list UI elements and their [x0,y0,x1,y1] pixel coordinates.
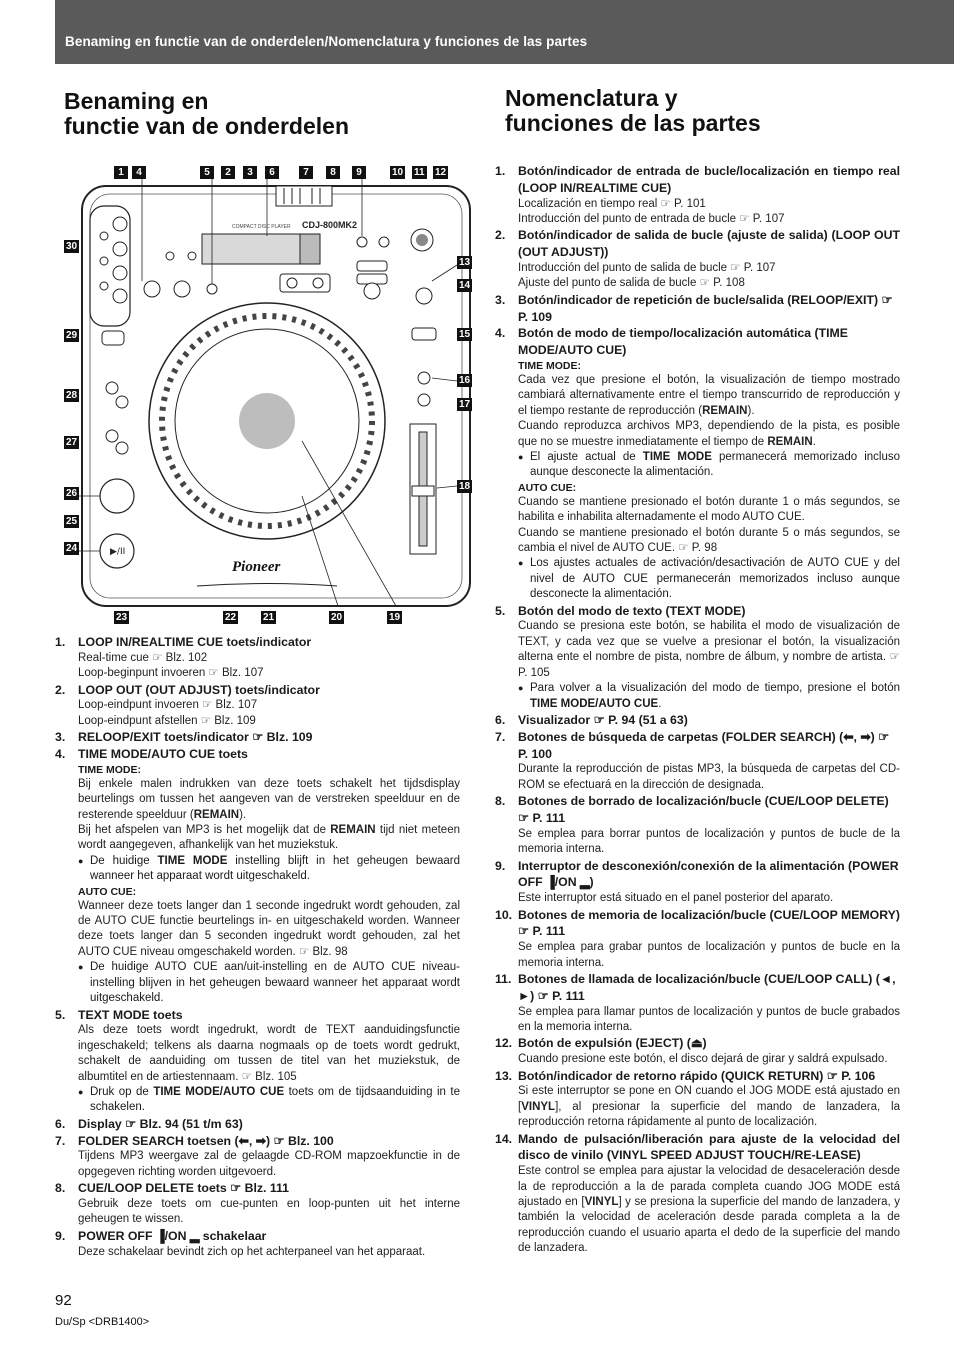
callout-23: 23 [116,612,128,623]
list-item: 6. Display ☞ Blz. 94 (51 t/m 63) [55,1116,243,1131]
callout-5: 5 [200,166,214,179]
callout-27: 27 [66,437,78,448]
list-item: 4. Botón de modo de tiempo/localización automática (TIME MODE/AUTO CUE) TIME MODE: Cada vez que presione el botón, la visualización de tiempo mostrado cambiará alternativamente entre el tiempo transcurrido de reproducción y el tiempo restante de reproducción (REMAIN). Cuando reproduzca archivos MP3, dependiendo de la pista, es posible que no se muestre inmediatamente el tiempo de REMAIN. ● El ajuste actual de TIME MODE permanecerá memorizado incluso aunque desconecte la alimentación. AUTO CUE: Cuando se mantiene presionado el botón durante 1 o más segundos, se habilita e inhabilita alternadamente el modo AUTO CUE. Cuando se mantiene presionado el botón durante 5 o más segundos, se cambia el nivel de AUTO CUE. ☞ P. 98 ● Los ajustes actuales de activación/desactivación de AUTO CUE y del nivel de AUTO CUE permanecerán memorizados incluso aunque desconecte la alimentación. [495,325,900,602]
list-item: 1. Botón/indicador de entrada de bucle/localización en tiempo real (LOOP IN/REALTIME CUE) Localización en tiempo real ☞ P. 101 Introducción del punto de entrada de bucle ☞ P. 107 [495,164,900,225]
list-item: 11. Botones de llamada de localización/bucle (CUE/LOOP CALL) (◄, ►) ☞ P. 111 Se emplea para llamar puntos de localización y puntos de bucle grabados en la memoria interna. [495,971,900,1033]
callout-18: 18 [459,481,471,492]
callout-3: 3 [243,166,257,179]
list-item: 10. Botones de memoria de localización/bucle (CUE/LOOP MEMORY) ☞ P. 111 Se emplea para grabar puntos de localización y puntos de bucle en la memoria interna. [495,907,900,969]
callout-20: 20 [331,612,343,623]
callout-30: 30 [66,241,78,252]
list-item: 8. Botones de borrado de localización/bucle (CUE/LOOP DELETE) ☞ P. 111 Se emplea para borrar puntos de localización y puntos de bucle de la memoria interna. [495,794,900,856]
callout-15: 15 [459,329,471,340]
callout-7: 7 [299,166,313,179]
callout-11: 11 [414,167,425,178]
list-item: 13. Botón/indicador de retorno rápido (QUICK RETURN) ☞ P. 106 Si este interruptor se pone en ON cuando el JOG MODE está ajustado en [VINYL], al presionar la superficie del mando de lanzadera, la reproducción retorna rápidamente al punto de localización. [495,1068,900,1129]
callout-22: 22 [225,612,237,623]
header-band [55,0,954,64]
callout-29: 29 [66,330,78,341]
compact-disc-label: COMPACT DISC PLAYER [232,224,291,230]
list-item: 2. Botón/indicador de salida de bucle (ajuste de salida) (LOOP OUT (OUT ADJUST)) Introducción del punto de salida de bucle ☞ P. 107 Ajuste del punto de salida de bucle ☞ P. 108 [495,228,900,290]
brand-logo: Pioneer [232,559,281,575]
list-item: 7. Botones de búsqueda de carpetas (FOLDER SEARCH) (⬅, ➡) ☞ P. 100 Durante la reproducción de pistas MP3, la búsqueda de carpetas del CD-ROM se efectuará en la dirección de designada. [495,729,900,791]
callout-4: 4 [132,166,146,179]
title-line-1: Benaming en [64,88,209,114]
header-title: Benaming en functie van de onderdelen/Nomenclatura y funciones de las partes [65,34,588,49]
callout-9: 9 [352,166,366,179]
callout-12: 12 [435,167,447,178]
list-item: 3. RELOOP/EXIT toets/indicator ☞ Blz. 109 [55,730,313,745]
player-diagram [62,166,476,628]
callout-26: 26 [66,488,78,499]
section-title-spanish [505,86,900,136]
list-item: 6. Visualizador ☞ P. 94 (51 a 63) [495,712,688,727]
list-item: 5. TEXT MODE toets Als deze toets wordt ingedrukt, wordt de TEXT aanduidingsfunctie ingeschakeld; telkens als daarna nogmaals op de toets wordt gedrukt, schakelt de aanduiding om tussen de titel van het muziekstuk, de albumtitel en de artiestennaam. ☞ Blz. 105 ● Druk op de TIME MODE/AUTO CUE toets om de tijdsaanduiding in te schakelen. [55,1007,460,1116]
list-item: 12. Botón de expulsión (EJECT) (⏏) Cuando presione este botón, el disco dejará de girar y saldrá expulsado. [495,1036,888,1066]
callout-16: 16 [459,375,471,386]
list-item: 4. TIME MODE/AUTO CUE toets TIME MODE: Bij enkele malen indrukken van deze toets schakelt het tijdsdisplay beurtelings om tussen het aangeven van de verstreken speelduur en de resterende speelduur (REMAIN). Bij het afspelen van MP3 is het mogelijk dat de REMAIN tijd niet meteen wordt aangegeven, afhankelijk van het muziekstuk. ● De huidige TIME MODE instelling blijft in het geheugen bewaard wanneer het apparaat wordt uitgeschakeld. AUTO CUE: Wanneer deze toets langer dan 1 seconde ingedrukt wordt gehouden, zal de AUTO CUE functie beurtelings in- en uitgeschakeld worden. Wanneer deze toets langer dan 5 seconden ingedrukt wordt gehouden, zal het AUTO CUE niveau omgeschakeld worden. ☞ Blz. 98 ● De huidige AUTO CUE aan/uit-instelling en de AUTO CUE niveau-instelling blijven in het geheugen bewaard wanneer het apparaat wordt uitgeschakeld. [55,746,460,1006]
callout-1: 1 [114,166,128,179]
list-item: 9. POWER OFF ▐/ON ▂ schakelaar Deze schakelaar bevindt zich op het achterpaneel van het apparaat. [55,1228,426,1258]
callout-6: 6 [265,166,279,179]
title-line-1: Nomenclatura y [505,85,678,111]
callout-13: 13 [459,257,471,268]
page-number: 92 [55,1292,72,1309]
callout-24: 24 [66,543,78,554]
list-item: 9. Interruptor de desconexión/conexión de la alimentación (POWER OFF ▐/ON ▂) Este interruptor está situado en el panel posterior del aparato. [495,858,899,905]
list-item: 7. FOLDER SEARCH toetsen (⬅, ➡) ☞ Blz. 100 Tijdens MP3 weergave zal de gelaagde CD-ROM mapzoekfunctie in de opgegeven richting worden uitgevoerd. [55,1133,460,1178]
callout-14: 14 [459,280,471,291]
list-item: 3. Botón/indicador de repetición de bucle/salida (RELOOP/EXIT) ☞ P. 109 [495,292,893,324]
page-code: Du/Sp <DRB1400> [55,1316,150,1328]
list-item: 8. CUE/LOOP DELETE toets ☞ Blz. 111 Gebruik deze toets om cue-punten en loop-punten uit het interne geheugen te wissen. [55,1181,460,1226]
model-label: CDJ-800MK2 [302,220,358,230]
callout-2: 2 [221,166,235,179]
player-illustration [62,166,476,628]
callout-28: 28 [66,390,78,401]
callout-17: 17 [459,399,471,410]
spanish-parts-list [495,163,900,1257]
title-line-2: functie van de onderdelen [64,113,349,139]
callout-19: 19 [389,612,401,623]
section-title-dutch [64,89,459,139]
svg-text:▶/II: ▶/II [110,547,126,557]
list-item: 5. Botón del modo de texto (TEXT MODE) Cuando se presiona este botón, se habilita el modo de visualización de TEXT, y cada vez que se vuelve a presionar el botón, la visualización alterna ente el nombre de pista, nombre de álbum, y nombre de artista. ☞ P. 105 ● Para volver a la visualización del modo de tiempo, presione el botón TIME MODE/AUTO CUE. [495,603,900,712]
list-item: 14. Mando de pulsación/liberación para ajuste de la velocidad del disco de vinilo (VINYL SPEED ADJUST TOUCH/RE-LEASE) Este control se emplea para ajustar la velocidad de desaceleración desde la de reproducción a la de parada completa cuando JOG MODE está ajustado en [VINYL] y se presiona la superficie del mando de lanzadera, y también la velocidad de aceleración desde parada completa a la de reproducción cuando el usuario aparta el dedo de la superficie del mando de lanzadera. [495,1131,901,1255]
list-item: 2. LOOP OUT (OUT ADJUST) toets/indicator Loop-eindpunt invoeren ☞ Blz. 107 Loop-eindpunt afstellen ☞ Blz. 109 [55,682,320,727]
list-item: 1. LOOP IN/REALTIME CUE toets/indicator Real-time cue ☞ Blz. 102 Loop-beginpunt invoeren ☞ Blz. 107 [55,635,312,680]
callout-8: 8 [326,166,340,179]
callout-25: 25 [66,516,78,527]
callout-21: 21 [263,612,275,623]
callout-10: 10 [392,167,404,178]
title-line-2: funciones de las partes [505,110,761,136]
dutch-parts-list [55,634,460,1260]
